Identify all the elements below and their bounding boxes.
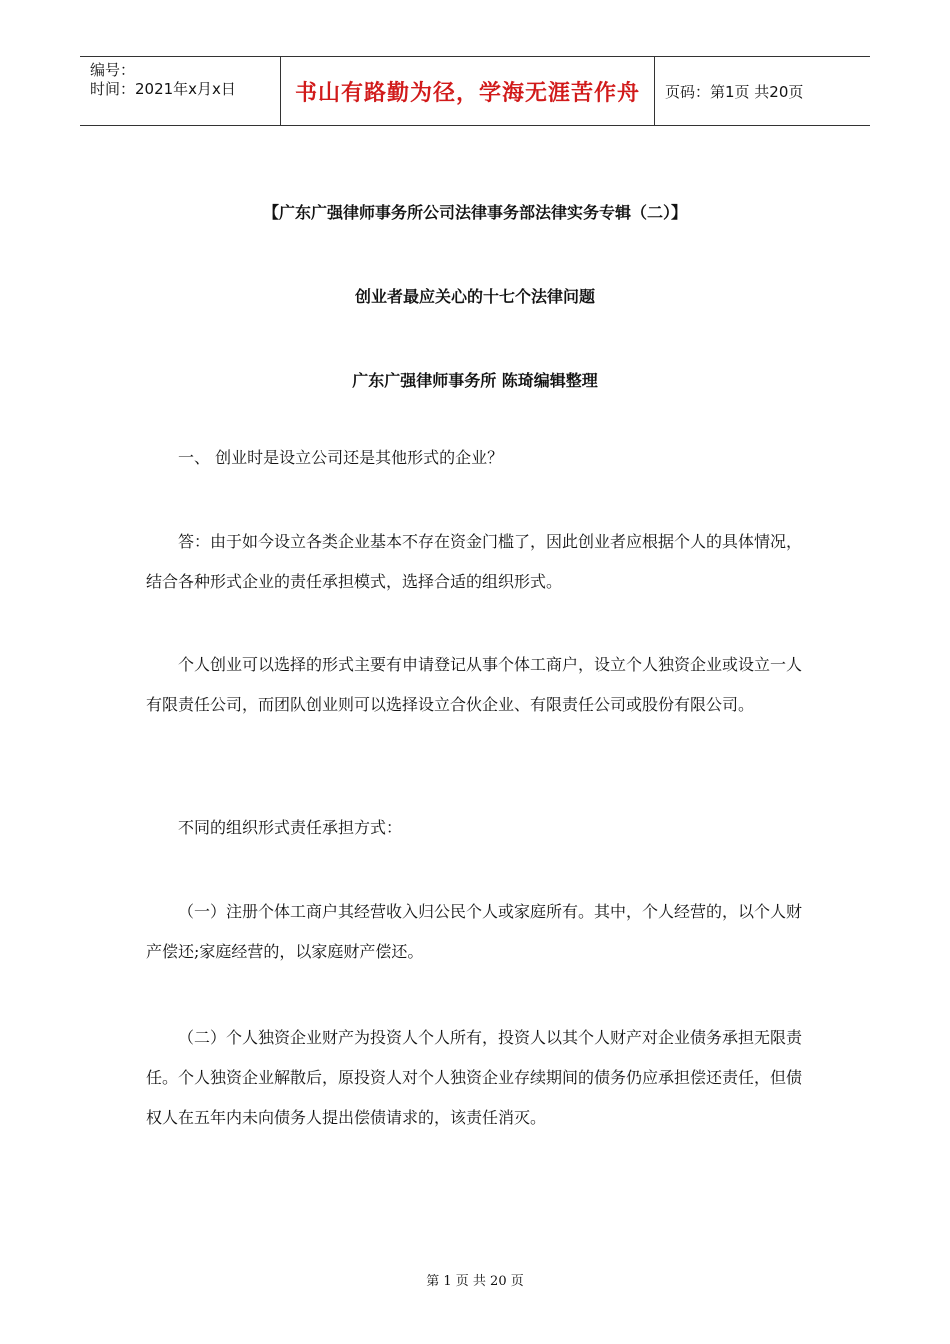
header-page-label: 页码：第1页 共20页 (665, 82, 804, 101)
header-motto: 书山有路勤为径，学海无涯苦作舟 (281, 57, 655, 125)
paragraph-forms: 个人创业可以选择的形式主要有申请登记从事个体工商户，设立个人独资企业或设立一人有限责任公司，而团队创业则可以选择设立合伙企业、有限责任公司或股份有限公司。 (146, 655, 803, 714)
series-title: 【广东广强律师事务所公司法律事务部法律实务专辑（二）】 (262, 203, 687, 222)
answer-1: 答：由于如今设立各类企业基本不存在资金门槛了，因此创业者应根据个人的具体情况，结合各种形式企业的责任承担模式，选择合适的组织形式。 (146, 532, 803, 591)
author-line: 广东广强律师事务所 陈琦编辑整理 (352, 371, 598, 390)
header-meta (80, 57, 281, 125)
item-2: （二）个人独资企业财产为投资人个人所有，投资人以其个人财产对企业债务承担无限责任。个人独资企业解散后，原投资人对个人独资企业存续期间的债务仍应承担偿还责任，但债权人在五年内未向债务人提出偿债请求的，该责任消灭。 (146, 1028, 803, 1127)
page-footer: 第 1 页 共 20 页 (426, 1274, 524, 1289)
main-title: 创业者最应关心的十七个法律问题 (354, 287, 595, 306)
paragraph-liability-intro: 不同的组织形式责任承担方式： (178, 818, 403, 837)
number-label: 编号： (90, 61, 136, 79)
item-1: （一）注册个体工商户其经营收入归公民个人或家庭所有。其中，个人经营的，以个人财产偿还;家庭经营的，以家庭财产偿还。 (146, 902, 803, 961)
document-header (80, 56, 870, 126)
question-1: 一、 创业时是设立公司还是其他形式的企业？ (178, 448, 504, 467)
date-label: 时间：2021年x月x日 (90, 80, 236, 98)
